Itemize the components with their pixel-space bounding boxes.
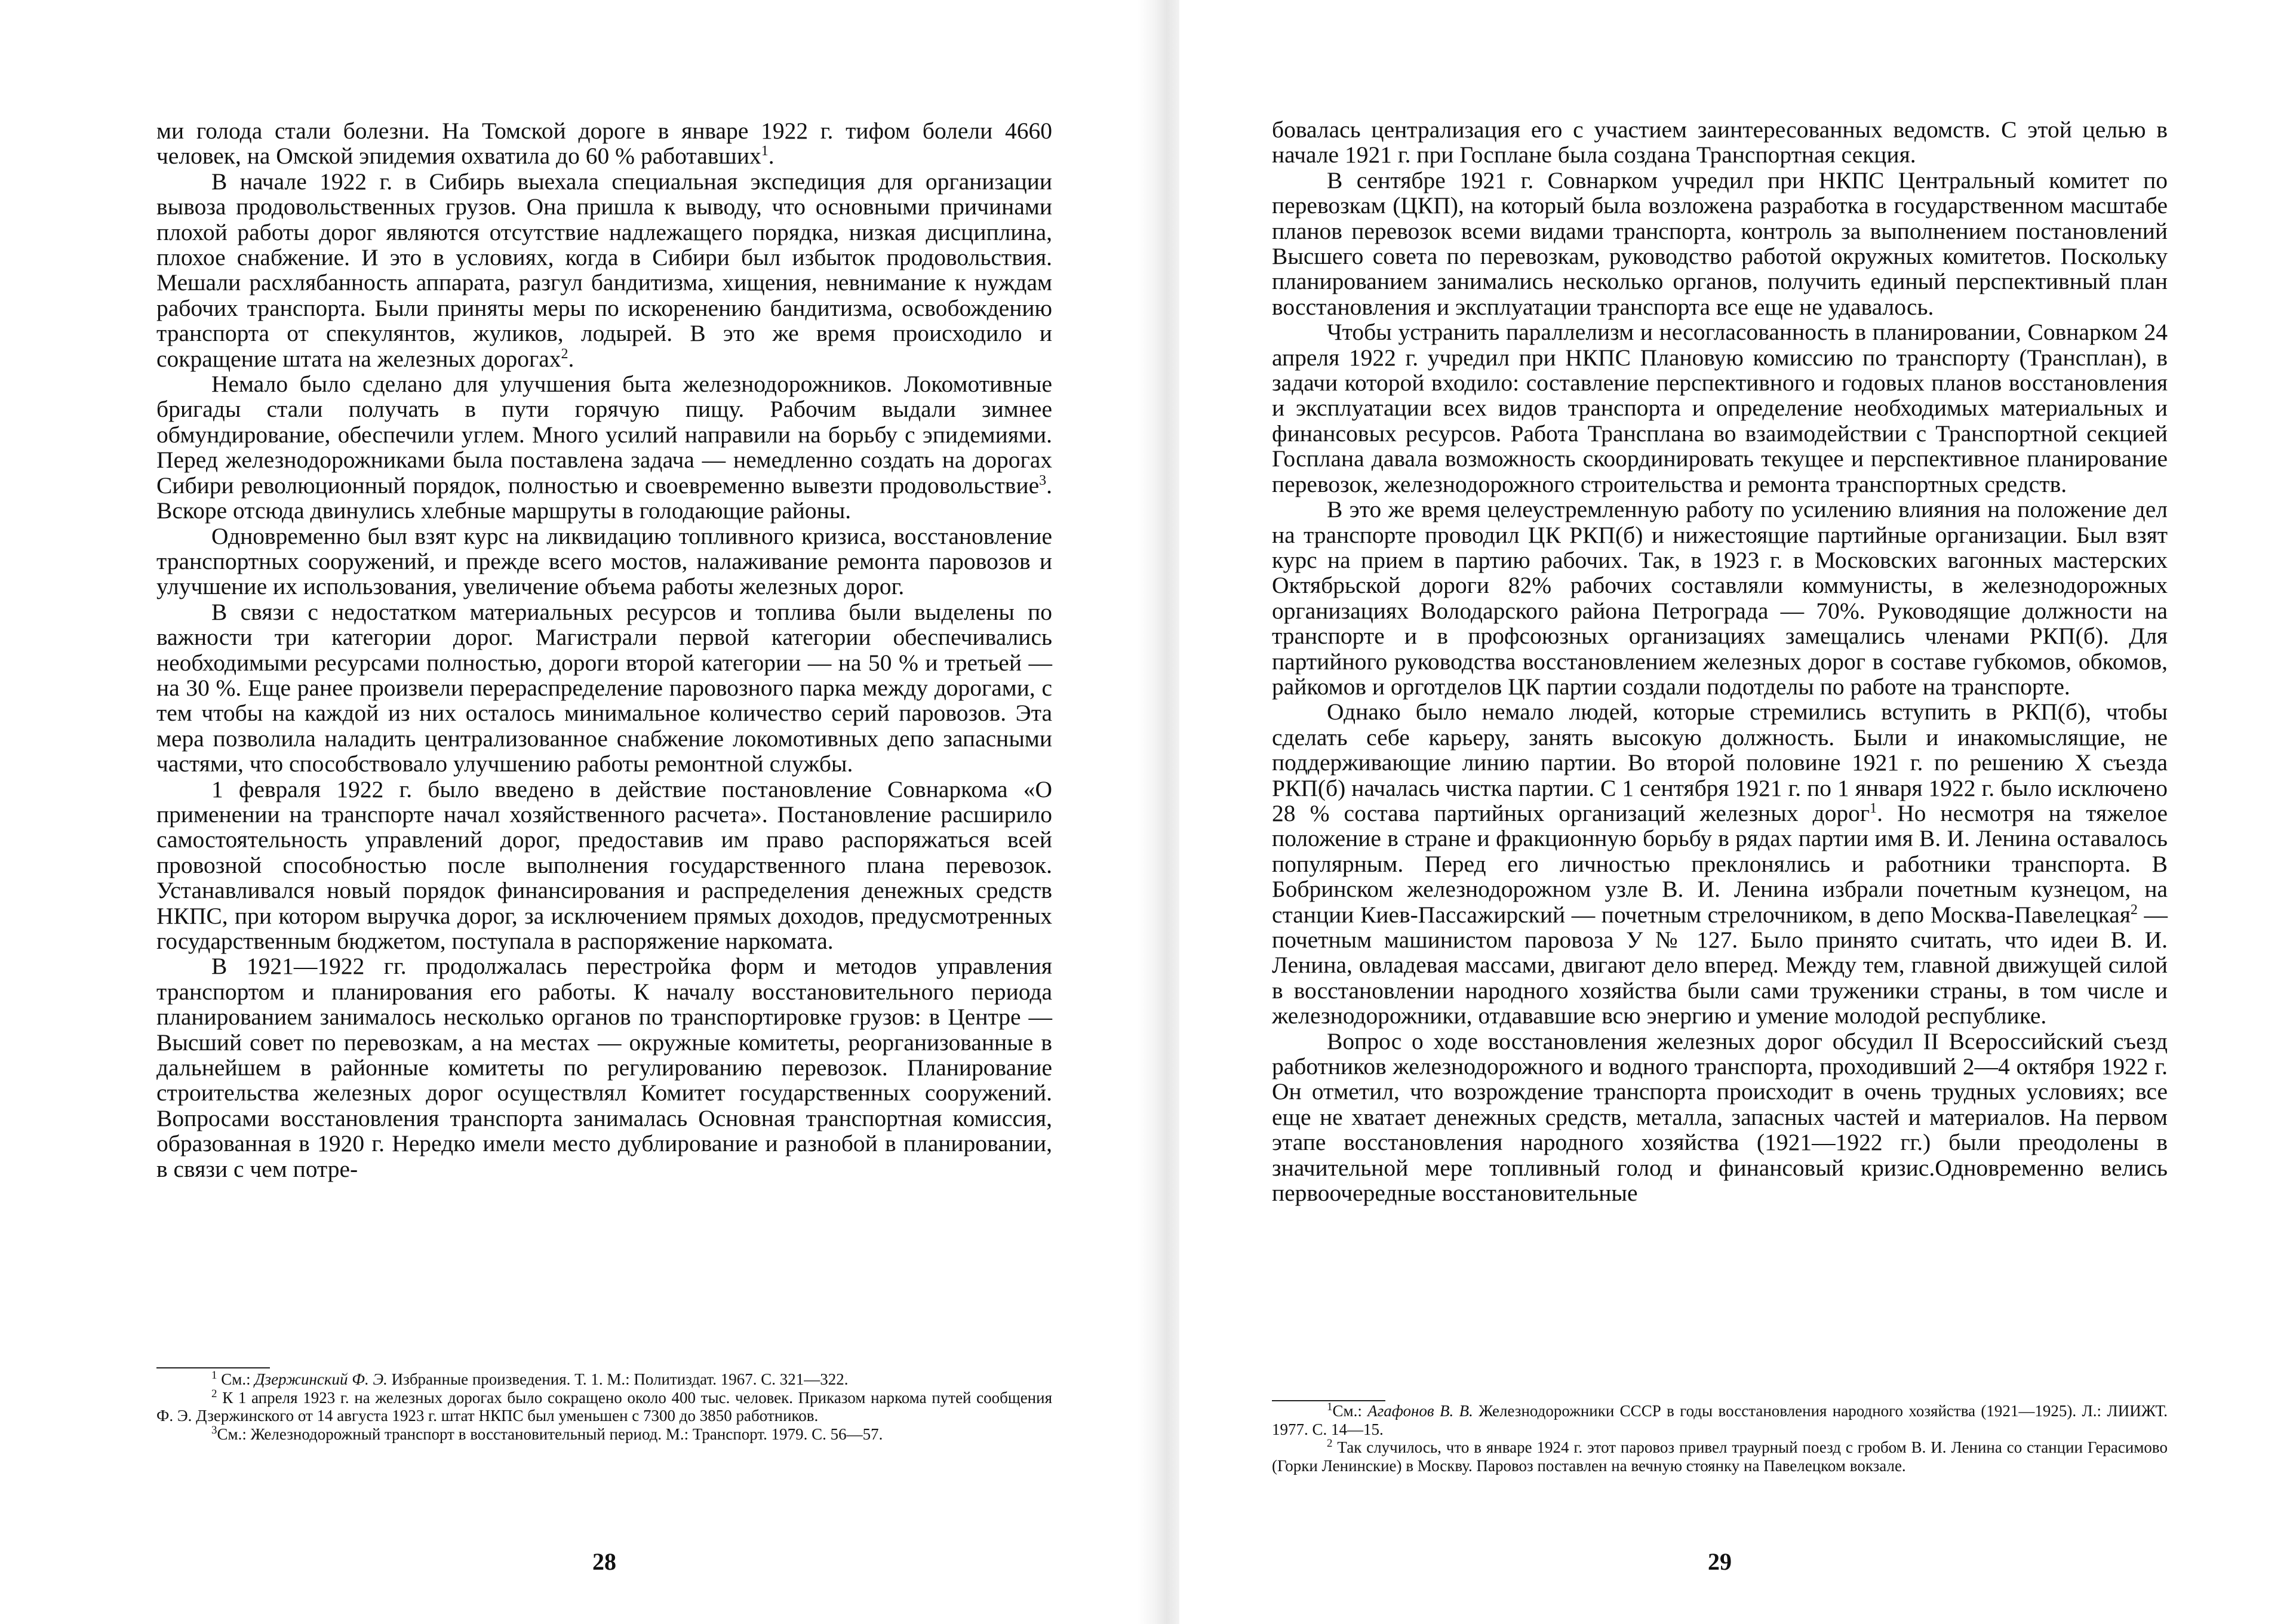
right-footnote-2: $^2$ Так случилось, что в январе 1924 г. этот паровоз привел траурный поезд с гробом В. И. Ленина со станции Герасимово (Горки Ленинские) в Москву. Паровоз поставлен на вечную стоянку на Павелецком вокзале. <box>1272 1437 2168 1475</box>
left-footnote-rule <box>156 1367 270 1368</box>
right-footnote-1: $^1$См.: Агафонов В. В. Железнодорожники СССР в годы восстановления народного хозяйства (1921—1925). Л.: ЛИИЖТ. 1977. С. 14—15. <box>1272 1401 2168 1438</box>
left-page <box>156 0 1052 1624</box>
right-footnotes <box>1272 1402 2168 1475</box>
left-footnotes <box>156 1370 1052 1443</box>
left-paragraph-1: ми голода стали болезни. На Томской дороге в январе 1922 г. тифом болели 4660 человек, на Омской эпидемия охватила до 60 % работавших$^1$. <box>156 118 1052 170</box>
footnote-ref-2: 2 <box>561 346 568 362</box>
left-page-body <box>156 118 1052 1182</box>
left-paragraph-5: В связи с недостатком материальных ресурсов и топлива были выделены по важности три категории дорог. Магистрали первой категории обеспечивались необходимыми ресурсами полностью, дороги второй категории — на 50 % и третьей — на 30 %. Еще ранее произвели перераспределение паровозного парка между дорогами, с тем чтобы на каждой из них осталось минимальное количество серий паровозов. Эта мера позволила наладить централизованное снабжение локомотивных депо запасными частями, что способствовало улучшению работы ремонтной службы. <box>156 598 1052 777</box>
left-footnote-3: $^3$См.: Железнодорожный транспорт в восстановительный период. М.: Транспорт. 1979. С. 56—57. <box>211 1423 883 1443</box>
right-page-body <box>1272 117 2168 1205</box>
right-paragraph-2: В сентябре 1921 г. Совнарком учредил при НКПС Центральный комитет по перевозкам (ЦКП), на который была возложена разработка в государственном масштабе планов перевозок всеми видами транспорта, контроль за выполнением постановлений Высшего совета по перевозкам, руководство работой окружных комитетов. Поскольку планированием занимались несколько органов, получить единый перспективный план восстановления и эксплуатации транспорта все еще не удавалось. <box>1272 167 2168 320</box>
left-paragraph-2: В начале 1922 г. в Сибирь выехала специальная экспедиция для организации вывоза продовольственных грузов. Она пришла к выводу, что основными причинами плохой работы дорог являются отсутствие надлежащего порядка, низкая дисциплина, плохое снабжение. И это в условиях, когда в Сибири был избыток продовольствия. Мешали расхлябанность аппарата, разгул бандитизма, хищения, невнимание к нуждам рабочих транспорта. Были приняты меры по искоренению бандитизма, освобождению транспорта от спекулянтов, жуликов, лодырей. В это же время происходило и сокращение штата на железных дорогах$^2$. <box>156 168 1052 372</box>
left-paragraph-6: 1 февраля 1922 г. было введено в действие постановление Совнаркома «О применении на транспорте начал хозяйственного расчета». Постановление расширило самостоятельность управлений дорог, предоставив им право распоряжаться всей провозной способностью после выполнения государственного плана перевозок. Устанавливался новый порядок финансирования и распределения денежных средств НКПС, при котором выручка дорог, за исключением прямых доходов, предусмотренных государственным бюджетом, поступала в распоряжение наркомата. <box>156 776 1052 954</box>
footnote-ref-1: 1 <box>761 143 769 159</box>
footnote-ref-1: 1 <box>1870 800 1877 816</box>
right-paragraph-3: Чтобы устранить параллелизм и несогласованность в планировании, Совнарком 24 апреля 1922 г. учредил при НКПС Плановую комиссию по транспорту (Трансплан), в задачи которой входило: составление перспективного и годовых планов восстановления и эксплуатации всех видов транспорта и определение необходимых материальных и финансовых ресурсов. Работа Трансплана во взаимодействии с Транспортной секцией Госплана давала возможность скоординировать текущее и перспективное планирование перевозок, железнодорожного строительства и ремонта транспортных средств. <box>1272 319 2168 497</box>
right-paragraph-6: Вопрос о ходе восстановления железных дорог обсудил II Всероссийский съезд работников железнодорожного и водного транспорта, проходивший 2—4 октября 1922 г. Он отметил, что возрождение транспорта происходит в очень трудных условиях; все еще не хватает денежных средств, металла, запасных частей и материалов. На первом этапе восстановления народного хозяйства (1921—1922 гг.) были преодолены в значительной мере топливный голод и финансовый кризис.Одновременно велись первоочередные восстановительные <box>1272 1028 2168 1207</box>
left-paragraph-4: Одновременно был взят курс на ликвидацию топливного кризиса, восстановление транспортных сооружений, и прежде всего мостов, налаживание ремонта паровозов и улучшение их использования, увеличение объема работы железных дорог. <box>156 522 1052 600</box>
left-paragraph-3: Немало было сделано для улучшения быта железнодорожников. Локомотивные бригады стали получать в пути горячую пищу. Рабочим выдали зимнее обмундирование, обеспечили углем. Много усилий направили на борьбу с эпидемиями. Перед железнодорожниками была поставлена задача — немедленно создать на дорогах Сибири революционный порядок, полностью и своевременно вывезти продовольствие$^3$. Вскоре отсюда двинулись хлебные маршруты в голодающие районы. <box>156 371 1052 524</box>
left-footnote-2: $^2$ К 1 апреля 1923 г. на железных дорогах было сокращено около 400 тыс. человек. Приказом наркома путей сообщения Ф. Э. Дзержинского от 14 августа 1923 г. штат НКПС был уменьшен с 7300 до 3850 работников. <box>156 1387 1052 1425</box>
right-paragraph-1: бовалась централизация его с участием заинтересованных ведомств. С этой целью в начале 1921 г. при Госплане была создана Транспортная секция. <box>1272 116 2168 168</box>
right-paragraph-5: Однако было немало людей, которые стремились вступить в РКП(б), чтобы сделать себе карьеру, занять высокую должность. Были и инакомыслящие, не поддерживающие линию партии. Во второй половине 1921 г. по решению X съезда РКП(б) началась чистка партии. С 1 сентября 1921 г. по 1 января 1922 г. было исключено 28 % состава партийных организаций железных дорог$^1$. Но несмотря на тяжелое положение в стране и фракционную борьбу в рядах партии имя В. И. Ленина оставалось популярным. Перед его личностью преклонялись и работники транспорта. В Бобринском железнодорожном узле В. И. Ленина избрали почетным кузнецом, на станции Киев-Пассажирский — почетным стрелочником, в депо Москва-Павелецкая$^2$ — почетным машинистом паровоза У № 127. Было принято считать, что идеи В. И. Ленина, овладевая массами, двигают дело вперед. Между тем, главной движущей силой в восстановлении народного хозяйства были сами труженики страны, в том числе и железнодорожники, отдававшие всю энергию и умение молодой республике. <box>1272 699 2168 1029</box>
right-paragraph-4: В это же время целеустремленную работу по усилению влияния на положение дел на транспорте проводил ЦК РКП(б) и нижестоящие партийные организации. Был взят курс на прием в партию рабочих. Так, в 1923 г. в Московских вагонных мастерских Октябрьской дороги 82% рабочих составляли коммунисты, в железнодорожных организациях Володарского района Петрограда — 70%. Руководящие должности на транспорте и в профсоюзных организациях замещались членами РКП(б). Для партийного руководства восстановлением железных дорог в составе губкомов, обкомов, райкомов и орготделов ЦК партии создали подотделы по работе на транспорте. <box>1272 496 2168 700</box>
right-page <box>1272 0 2168 1624</box>
footnote-ref-3: 3 <box>1039 472 1047 488</box>
left-footnote-1: $^1$ См.: Дзержинский Ф. Э. Избранные произведения. Т. 1. М.: Политиздат. 1967. С. 321—322. <box>211 1369 849 1388</box>
footnote-ref-2: 2 <box>2130 902 2138 918</box>
page-number-left: 28 <box>592 1548 616 1575</box>
left-paragraph-7: В 1921—1922 гг. продолжалась перестройка форм и методов управления транспортом и планирования его работы. К началу восстановительного периода планированием занималось несколько органов по транспортировке грузов: в Центре — Высший совет по перевозкам, а на местах — окружные комитеты, реорганизованные в дальнейшем в районные комитеты по регулированию перевозок. Планирование строительства железных дорог осуществлял Комитет государственных сооружений. Вопросами восстановления транспорта занималась Основная транспортная комиссия, образованная в 1920 г. Нередко имели место дублирование и разнобой в планировании, в связи с чем потре- <box>156 953 1052 1182</box>
book-gutter <box>1138 0 1179 1624</box>
page-number-right: 29 <box>1708 1548 1732 1575</box>
